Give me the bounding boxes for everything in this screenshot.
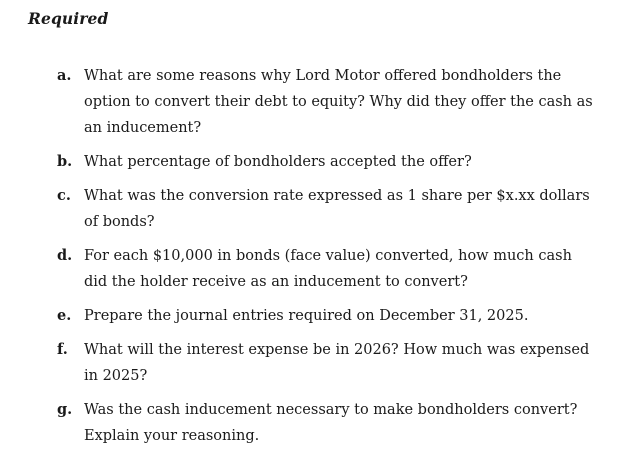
question-item-d <box>57 243 597 295</box>
section-heading: Required <box>28 9 109 28</box>
question-item-a <box>57 63 597 141</box>
question-item-g <box>57 397 597 449</box>
question-text: What are some reasons why Lord Motor offered bondholders the option to convert their debt to equity? Why did they offer the cash as an inducement? <box>84 68 593 136</box>
question-letter: e. <box>57 307 72 324</box>
question-list <box>57 63 597 457</box>
question-item-e <box>57 303 597 329</box>
question-item-f <box>57 337 597 389</box>
question-text: Was the cash inducement necessary to make bondholders convert? Explain your reasoning. <box>84 402 578 444</box>
question-item-c <box>57 183 597 235</box>
question-letter: g. <box>57 401 73 418</box>
question-letter: b. <box>57 153 73 170</box>
question-item-b <box>57 149 597 175</box>
question-letter: f. <box>57 341 68 358</box>
question-text: What percentage of bondholders accepted the offer? <box>84 154 472 170</box>
question-text: Prepare the journal entries required on December 31, 2025. <box>84 308 529 324</box>
question-letter: d. <box>57 247 73 264</box>
question-letter: a. <box>57 67 72 84</box>
question-text: What was the conversion rate expressed as 1 share per $x.xx dollars of bonds? <box>84 188 590 230</box>
question-letter: c. <box>57 187 71 204</box>
question-text: What will the interest expense be in 2026? How much was expensed in 2025? <box>84 342 590 384</box>
question-text: For each $10,000 in bonds (face value) converted, how much cash did the holder receive as an inducement to convert? <box>84 248 572 290</box>
